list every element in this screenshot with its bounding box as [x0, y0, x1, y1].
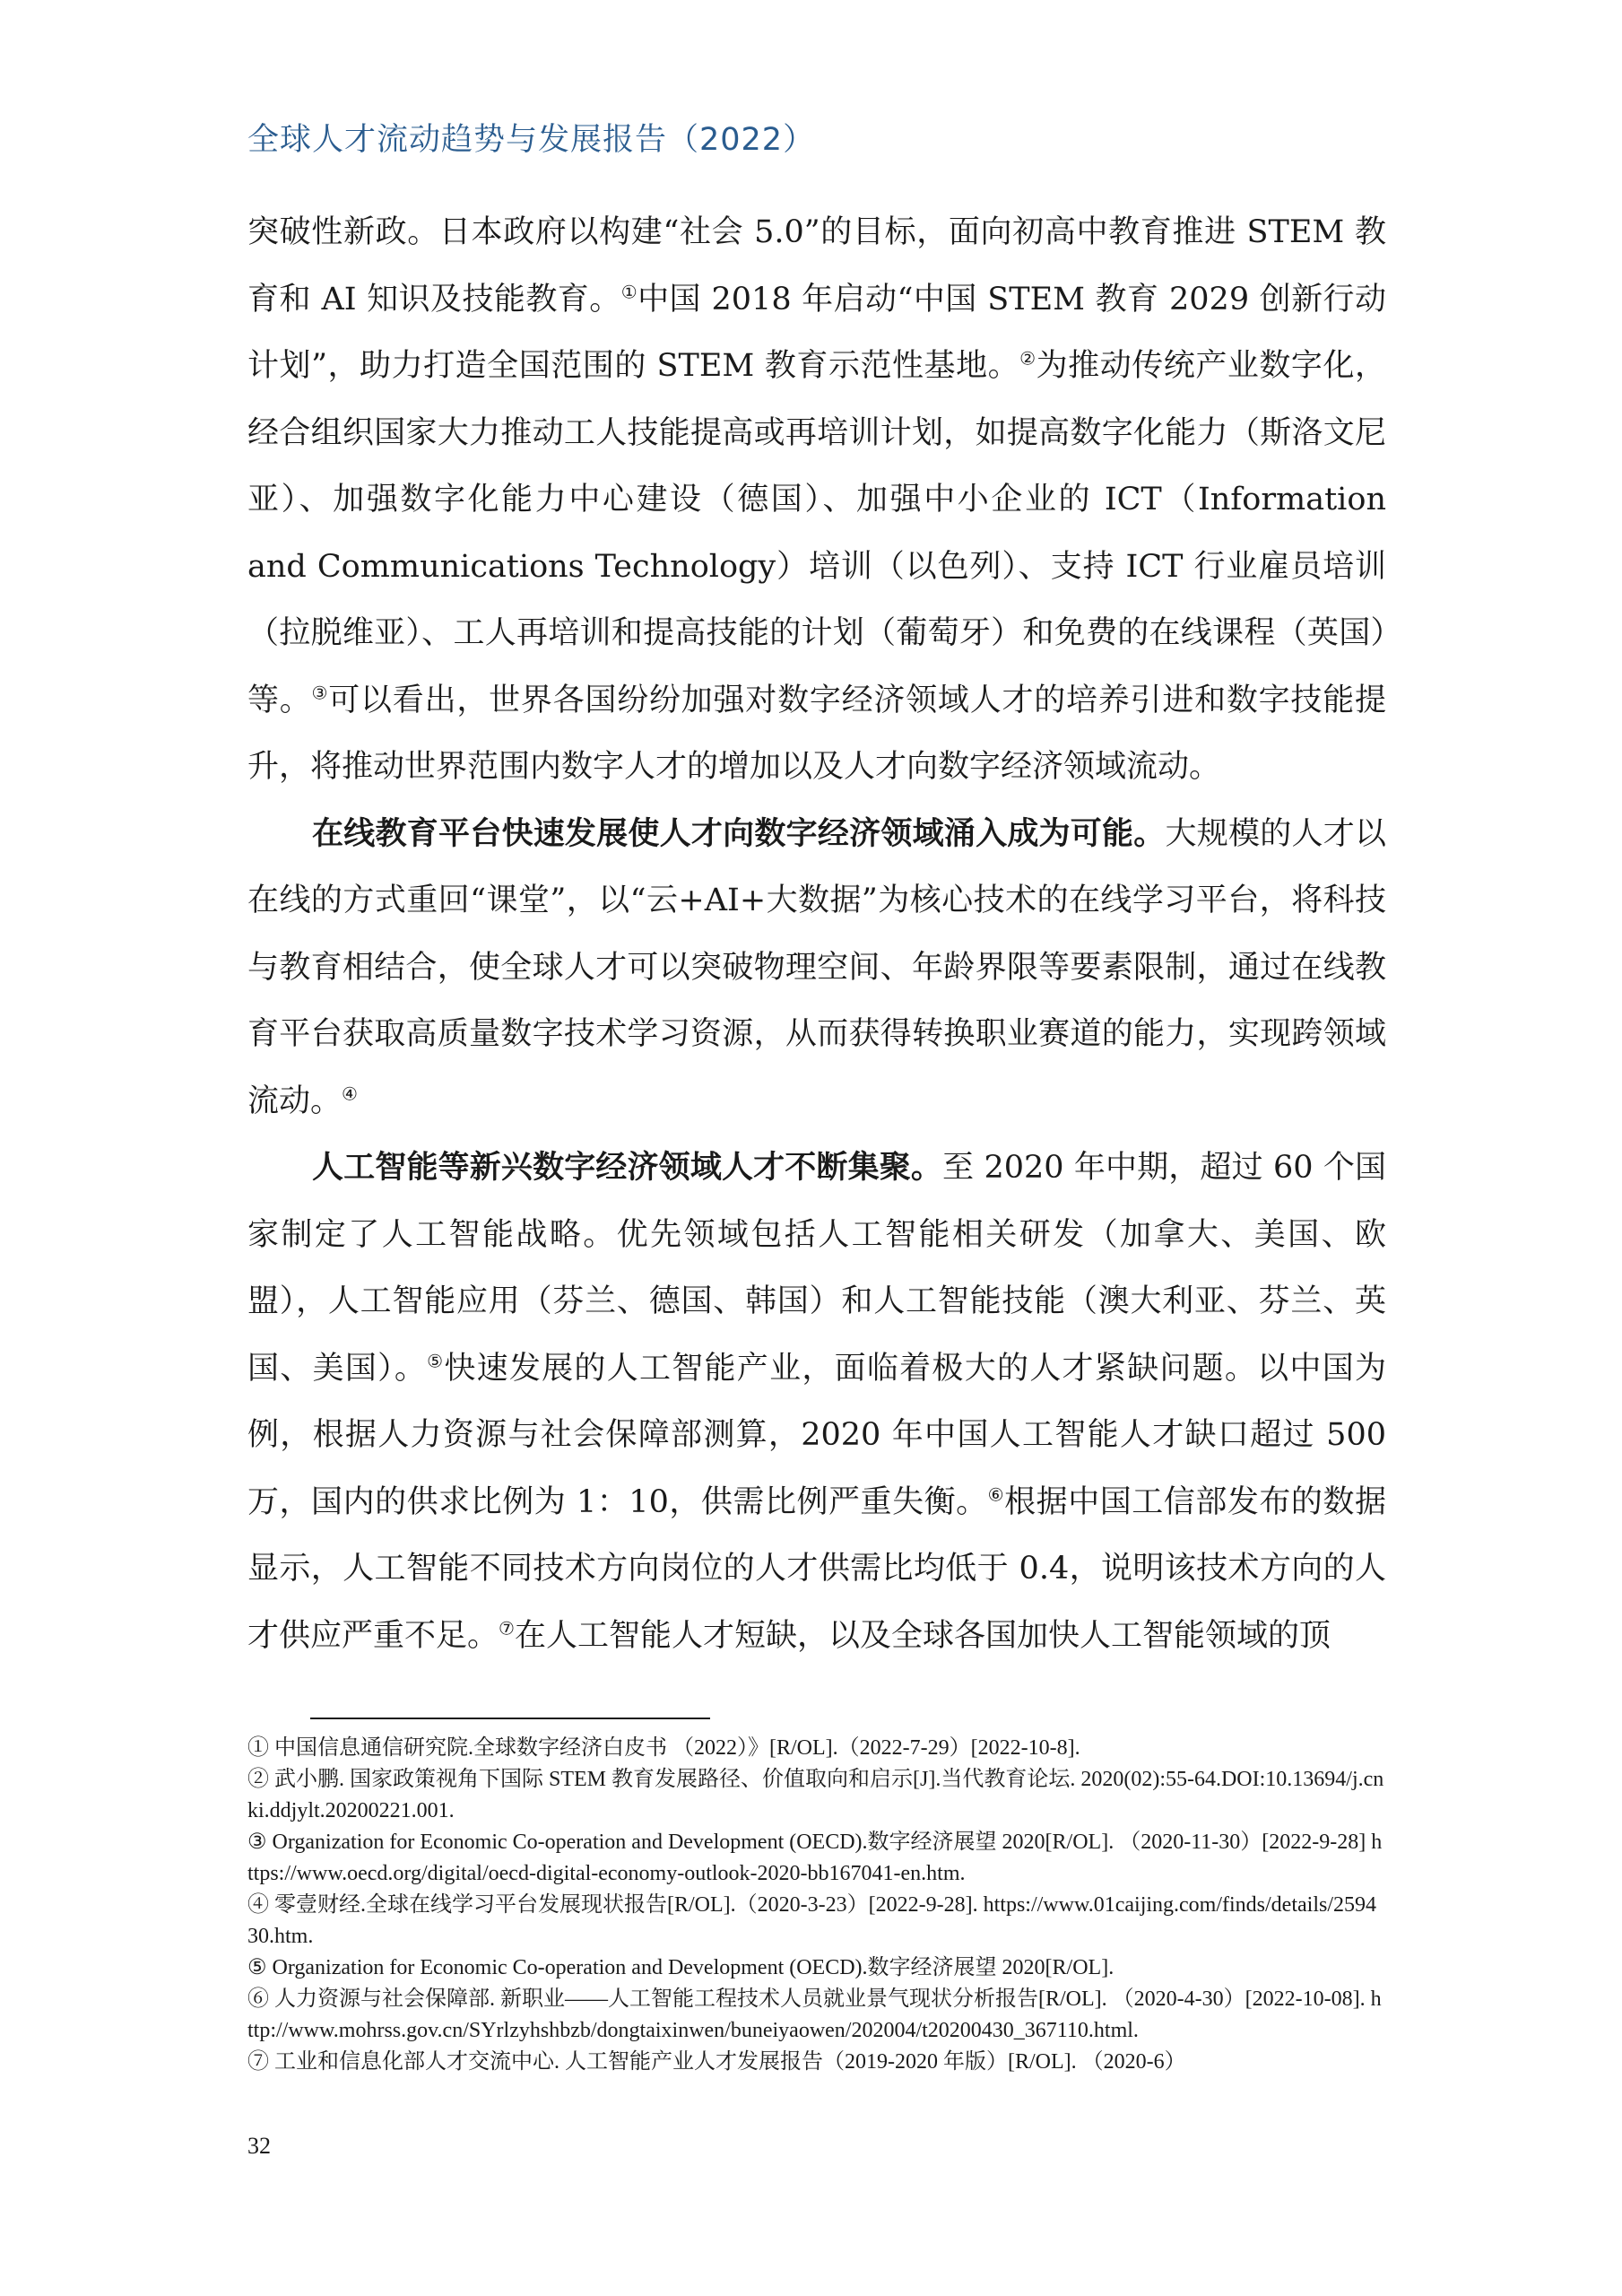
paragraph-text: 根据中国工信部发布的数据显示，人工智能不同技术方向岗位的人才供需比均低于 0.4，说明该技术方向的人才供应严重不足。 [247, 1483, 1386, 1654]
footnote-ref[interactable]: ① [620, 280, 638, 302]
footnote-ref[interactable]: ⑤ [427, 1349, 445, 1371]
footnote: ④ 零壹财经.全球在线学习平台发展现状报告[R/OL].（2020-3-23）[2022-9-28]. https://www.01caijing.com/finds/details/259430.htm. [247, 1893, 1377, 1948]
paragraph-text: 在人工智能人才短缺，以及全球各国加快人工智能领域的顶 [514, 1617, 1331, 1654]
footnote: ② 武小鹏. 国家政策视角下国际 STEM 教育发展路径、价值取向和启示[J].当代教育论坛. 2020(02):55-64.DOI:10.13694/j.cnki.ddjylt.20200221.001. [247, 1768, 1384, 1822]
footnote: ⑥ 人力资源与社会保障部. 新职业——人工智能工程技术人员就业景气现状分析报告[R/OL]. （2020-4-30）[2022-10-08]. http://www.mohrss.gov.cn/SYrlzyhshbzb/dongtaixinwen/buneiyaowen/202004/t20200430_367110.html. [247, 1987, 1382, 2042]
footnote-divider [310, 1718, 710, 1719]
footnotes [247, 1733, 1386, 2078]
footnote-ref[interactable]: ② [1019, 347, 1037, 370]
paragraph-text: 大规模的人才以在线的方式重回“课堂”，以“云+AI+大数据”为核心技术的在线学习平台，将科技与教育相结合，使全球人才可以突破物理空间、年龄界限等要素限制，通过在线教育平台获取高质量数字技术学习资源，从而获得转换职业赛道的能力，实现跨领域流动。 [247, 815, 1386, 1119]
paragraph-text: 快速发展的人工智能产业，面临着极大的人才紧缺问题。以中国为例，根据人力资源与社会保障部测算，2020 年中国人工智能人才缺口超过 500 万，国内的供求比例为 1：10，供需比例严重失衡。 [247, 1350, 1386, 1520]
paragraph-lead: 在线教育平台快速发展使人才向数字经济领域涌入成为可能。 [312, 815, 1166, 852]
paragraph [247, 1135, 1386, 1669]
paragraph-text: 为推动传统产业数字化，经合组织国家大力推动工人技能提高或再培训计划，如提高数字化能力（斯洛文尼亚）、加强数字化能力中心建设（德国）、加强中小企业的 ICT（Information and Communications Technology）培训（以色列）、支持 ICT 行业雇员培训（拉脱维亚）、工人再培训和提高技能的计划（葡萄牙）和免费的在线课程（英国）等。 [247, 348, 1386, 718]
paragraph-text: 至 2020 年中期，超过 60 个国家制定了人工智能战略。优先领域包括人工智能相关研发（加拿大、美国、欧盟），人工智能应用（芬兰、德国、韩国）和人工智能技能（澳大利亚、芬兰、英国、美国）。 [247, 1150, 1386, 1387]
running-header: 全球人才流动趋势与发展报告（2022） [247, 122, 816, 158]
footnote: ③ Organization for Economic Co-operation and Development (OECD).数字经济展望 2020[R/OL]. （2020-11-30）[2022-9-28] https://www.oecd.org/digital/oecd-digital-economy-outlook-2020-bb167041-en.htm. [247, 1831, 1383, 1885]
paragraph [247, 801, 1386, 1135]
paragraph [247, 199, 1386, 801]
footnote: ⑦ 工业和信息化部人才交流中心. 人工智能产业人才发展报告（2019-2020 年版）[R/OL]. （2020-6） [247, 2050, 1186, 2074]
paragraph-text: 中国 2018 年启动“中国 STEM 教育 2029 创新行动计划”，助力打造全国范围的 STEM 教育示范性基地。 [247, 281, 1386, 384]
footnote-ref[interactable]: ④ [342, 1082, 358, 1104]
page-number: 32 [247, 2133, 271, 2159]
footnote-ref[interactable]: ③ [311, 681, 329, 703]
paragraph-lead: 人工智能等新兴数字经济领域人才不断集聚。 [312, 1150, 943, 1186]
footnote: ⑤ Organization for Economic Co-operation and Development (OECD).数字经济展望 2020[R/OL]. [247, 1956, 1115, 1979]
footnote-ref[interactable]: ⑥ [987, 1483, 1005, 1505]
body-text [247, 199, 1386, 1669]
footnote: ① 中国信息通信研究院.全球数字经济白皮书 （2022）》[R/OL].（2022-7-29）[2022-10-8]. [247, 1736, 1080, 1760]
footnote-ref[interactable]: ⑦ [499, 1616, 515, 1639]
paragraph-text: 突破性新政。日本政府以构建“社会 5.0”的目标，面向初高中教育推进 STEM 教育和 AI 知识及技能教育。 [247, 214, 1386, 317]
paragraph-text: 可以看出，世界各国纷纷加强对数字经济领域人才的培养引进和数字技能提升，将推动世界范围内数字人才的增加以及人才向数字经济领域流动。 [247, 682, 1386, 785]
